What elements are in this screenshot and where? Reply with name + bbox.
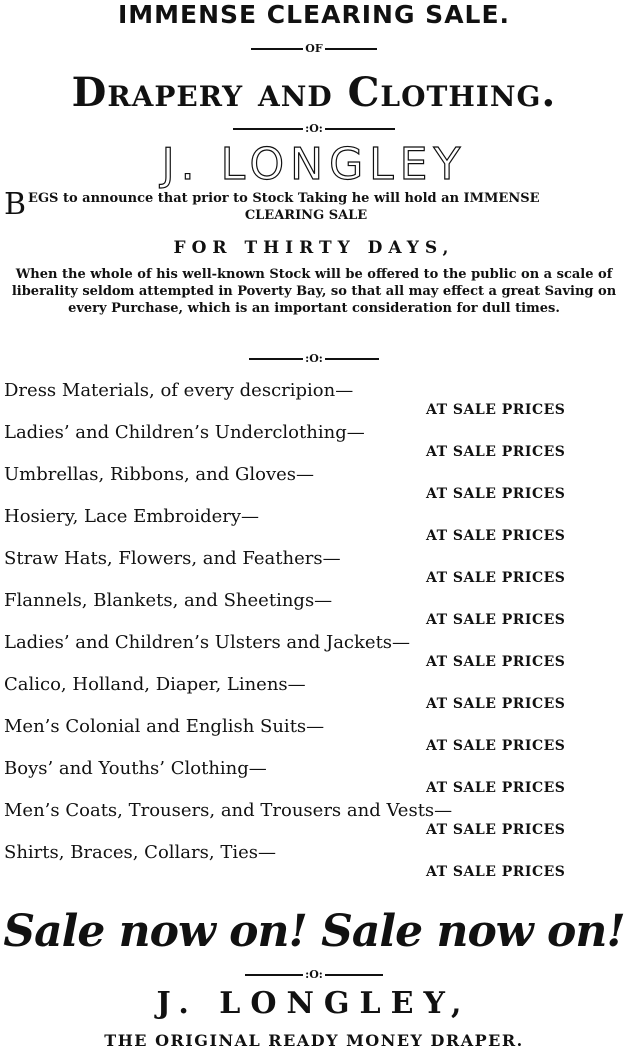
list-item (0, 464, 628, 506)
divider-o-text: :O: (305, 122, 323, 135)
divider-rule-left (251, 48, 303, 50)
divider-o-text: :O: (305, 968, 323, 981)
item-price: AT SALE PRICES (426, 486, 566, 502)
divider-of-text: OF (305, 42, 323, 55)
divider-o-2 (0, 352, 628, 366)
list-item (0, 422, 628, 464)
list-item (0, 380, 628, 422)
item-name: Calico, Holland, Diaper, Linens— (4, 674, 306, 695)
item-name: Ladies’ and Children’s Underclothing— (4, 422, 365, 443)
list-item (0, 716, 628, 758)
divider-rule-right (325, 48, 377, 50)
divider-rule-right (325, 974, 383, 976)
list-item (0, 590, 628, 632)
item-price: AT SALE PRICES (426, 780, 566, 796)
divider-rule-right (325, 128, 395, 130)
sale-title: IMMENSE CLEARING SALE. (117, 0, 511, 29)
item-price: AT SALE PRICES (426, 696, 566, 712)
divider-o-3 (0, 968, 628, 982)
item-price: AT SALE PRICES (426, 738, 566, 754)
item-name: Flannels, Blankets, and Sheetings— (4, 590, 333, 611)
item-name: Ladies’ and Children’s Ulsters and Jackets— (4, 632, 411, 653)
item-price: AT SALE PRICES (426, 822, 566, 838)
divider-rule-left (245, 974, 303, 976)
item-price: AT SALE PRICES (426, 612, 566, 628)
item-name: Shirts, Braces, Collars, Ties— (4, 842, 276, 863)
drapery-clothing-heading: Drapery and Clothing. (71, 69, 557, 116)
item-price: AT SALE PRICES (426, 402, 566, 418)
item-name: Dress Materials, of every descripion— (4, 380, 354, 401)
item-price: AT SALE PRICES (426, 864, 566, 880)
announcement-intro (4, 187, 624, 224)
item-price: AT SALE PRICES (426, 444, 566, 460)
item-name: Umbrellas, Ribbons, and Gloves— (4, 464, 315, 485)
sale-now-on-banner: Sale now on! Sale now on! (3, 906, 625, 957)
item-name: Hosiery, Lace Embroidery— (4, 506, 260, 527)
list-item (0, 632, 628, 674)
list-item (0, 506, 628, 548)
merchant-name-footer: J. LONGLEY, (156, 986, 472, 1021)
item-name: Boys’ and Youths’ Clothing— (4, 758, 267, 779)
list-item (0, 758, 628, 800)
item-price: AT SALE PRICES (426, 570, 566, 586)
announcement-paragraph: When the whole of his well-known Stock will be offered to the public on a scale of liberality seldom attempted in Poverty Bay, so that all may effect a great Saving on every Purchase, which is an important consideration for dull times. (11, 267, 617, 316)
item-name: Men’s Coats, Trousers, and Trousers and Vests— (4, 800, 453, 821)
list-item (0, 548, 628, 590)
item-name: Straw Hats, Flowers, and Feathers— (4, 548, 341, 569)
announcement-line-2: CLEARING SALE (244, 208, 368, 223)
divider-rule-left (249, 358, 303, 360)
item-list (0, 380, 628, 884)
divider-rule-left (233, 128, 303, 130)
announcement-line-1: EGS to announce that prior to Stock Taking he will hold an IMMENSE (28, 191, 540, 206)
divider-rule-right (325, 358, 379, 360)
sale-duration: FOR THIRTY DAYS, (173, 238, 455, 258)
list-item (0, 674, 628, 716)
item-name: Men’s Colonial and English Suits— (4, 716, 325, 737)
merchant-tagline: THE ORIGINAL READY MONEY DRAPER. (104, 1031, 524, 1050)
item-price: AT SALE PRICES (426, 528, 566, 544)
merchant-name-heading: J. LONGLEY (161, 139, 467, 190)
dropcap-letter: B (4, 187, 27, 222)
divider-o-1 (0, 122, 628, 136)
item-price: AT SALE PRICES (426, 654, 566, 670)
divider-o-text: :O: (305, 352, 323, 365)
divider-of (0, 42, 628, 56)
list-item (0, 800, 628, 842)
list-item (0, 842, 628, 884)
